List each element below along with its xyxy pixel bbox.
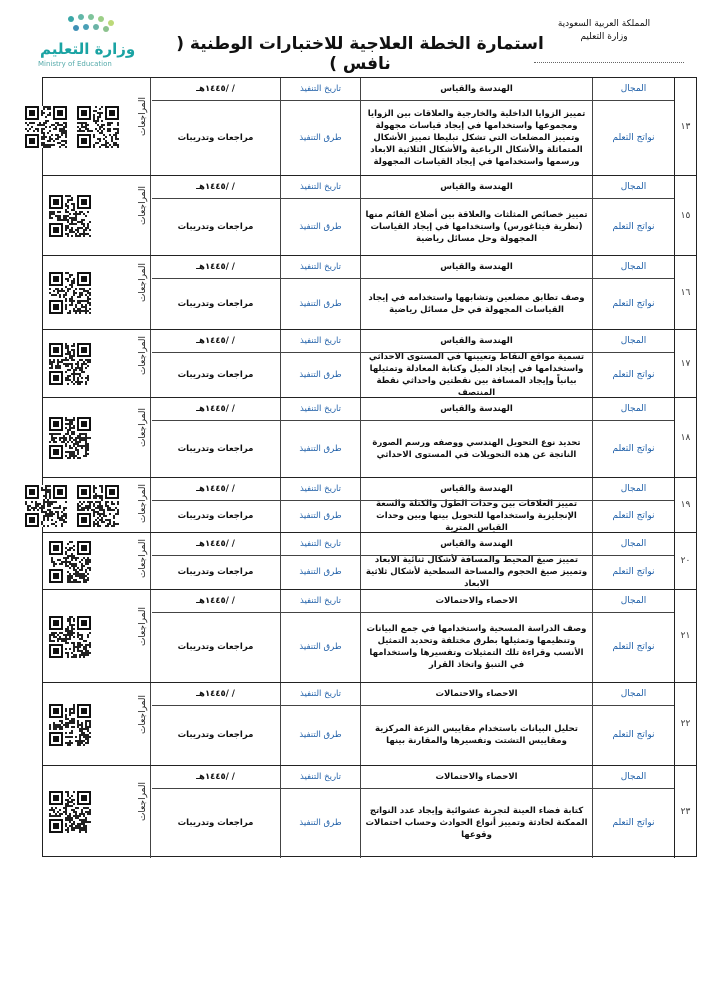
- exec-method-label: طرق التنفيذ: [280, 612, 360, 682]
- outcomes-label: نواتج التعلم: [592, 705, 674, 765]
- references-label: المراجعات: [138, 97, 148, 137]
- domain-label: المجال: [592, 766, 674, 788]
- outcome-text: تمييز خصائص المثلثات والعلاقة بين أضلاع القائم منها (نظرية فيثاغورس) واستخدامها في إيجاد القياسات المجهولة وحل مسائل رياضية: [360, 198, 592, 255]
- exec-date-label: تاريخ التنفيذ: [280, 478, 360, 500]
- row-number: ٢٣: [674, 766, 696, 858]
- exec-method-label: طرق التنفيذ: [280, 198, 360, 255]
- page-title: استمارة الخطة العلاجية للاختبارات الوطنية ( نافس ): [176, 34, 544, 74]
- table-row: [43, 176, 696, 256]
- exec-method-value: مراجعات وتدريبات: [150, 788, 280, 858]
- exec-method-value: مراجعات وتدريبات: [150, 555, 280, 589]
- exec-method-value: مراجعات وتدريبات: [150, 612, 280, 682]
- qr-code-icon[interactable]: [25, 106, 67, 148]
- exec-method-label: طرق التنفيذ: [280, 788, 360, 858]
- outcomes-label: نواتج التعلم: [592, 100, 674, 175]
- domain-label: المجال: [592, 478, 674, 500]
- table-row: [43, 683, 696, 766]
- exec-date-label: تاريخ التنفيذ: [280, 78, 360, 100]
- domain-label: المجال: [592, 330, 674, 352]
- domain-value: الهندسة والقياس: [360, 398, 592, 420]
- kingdom-name: المملكة العربية السعودية: [557, 19, 651, 29]
- outcome-text: تحديد نوع التحويل الهندسي ووصفه ورسم الصورة الناتجة عن هذه التحويلات في المستوى الاحداثي: [360, 420, 592, 477]
- exec-date-value: / /١٤٤٥هـ: [150, 176, 280, 198]
- exec-date-label: تاريخ التنفيذ: [280, 256, 360, 278]
- exec-method-label: طرق التنفيذ: [280, 352, 360, 397]
- references-cell: [43, 478, 152, 532]
- table-row: [43, 533, 696, 590]
- exec-date-value: / /١٤٤٥هـ: [150, 766, 280, 788]
- domain-value: الهندسة والقياس: [360, 256, 592, 278]
- exec-date-value: / /١٤٤٥هـ: [150, 590, 280, 612]
- domain-value: الاحصاء والاحتمالات: [360, 766, 592, 788]
- exec-method-value: مراجعات وتدريبات: [150, 420, 280, 477]
- domain-label: المجال: [592, 533, 674, 555]
- logo-text-ar: وزارة التعليم: [40, 40, 136, 58]
- outcomes-label: نواتج التعلم: [592, 788, 674, 858]
- references-cell: [43, 78, 152, 175]
- table-row: [43, 478, 696, 533]
- domain-label: المجال: [592, 78, 674, 100]
- outcome-text: تمييز الزوايا الداخلية والخارجية والعلاقات بين الزوايا ومجموعها واستخدامها في إيجاد قياسات مجهولة وتمييز المضلعات التي تشكل تبليطا تمييز الأشكال المتماثلة والأشكال الرباعية والأشكال الثلاثية الابعاد ورسمها واستخدامها في إيجاد القياسات المجهولة: [360, 100, 592, 175]
- table-row: [43, 330, 696, 398]
- table-row: [43, 78, 696, 176]
- logo-text-en: Ministry of Education: [38, 60, 112, 68]
- qr-code-icon[interactable]: [77, 106, 119, 148]
- domain-label: المجال: [592, 590, 674, 612]
- outcomes-label: نواتج التعلم: [592, 500, 674, 532]
- exec-date-value: / /١٤٤٥هـ: [150, 398, 280, 420]
- references-cell: [43, 683, 152, 765]
- qr-code-icon[interactable]: [49, 417, 91, 459]
- references-cell: [43, 766, 152, 858]
- outcomes-label: نواتج التعلم: [592, 352, 674, 397]
- references-label: المراجعات: [138, 606, 148, 646]
- exec-date-value: / /١٤٤٥هـ: [150, 256, 280, 278]
- domain-value: الهندسة والقياس: [360, 533, 592, 555]
- exec-date-label: تاريخ التنفيذ: [280, 590, 360, 612]
- references-cell: [43, 398, 152, 477]
- outcome-text: وصف تطابق مضلعين وتشابهها واستخدامه في إيجاد القياسات المجهولة في حل مسائل رياضية: [360, 278, 592, 329]
- row-divider: [152, 420, 674, 421]
- ministry-logo: [28, 10, 138, 70]
- outcomes-label: نواتج التعلم: [592, 420, 674, 477]
- exec-method-label: طرق التنفيذ: [280, 705, 360, 765]
- exec-method-label: طرق التنفيذ: [280, 420, 360, 477]
- table-row: [43, 766, 696, 858]
- domain-value: الاحصاء والاحتمالات: [360, 683, 592, 705]
- table-row: [43, 398, 696, 478]
- domain-label: المجال: [592, 398, 674, 420]
- row-number: ١٧: [674, 330, 696, 397]
- qr-code-icon[interactable]: [49, 343, 91, 385]
- references-label: المراجعات: [138, 484, 148, 524]
- row-number: ١٦: [674, 256, 696, 329]
- references-cell: [43, 330, 152, 397]
- row-number: ١٥: [674, 176, 696, 255]
- remedial-plan-table: [42, 77, 697, 857]
- qr-code-icon[interactable]: [49, 541, 91, 583]
- qr-code-icon[interactable]: [49, 791, 91, 833]
- references-label: المراجعات: [138, 782, 148, 822]
- exec-date-value: / /١٤٤٥هـ: [150, 533, 280, 555]
- row-divider: [152, 705, 674, 706]
- exec-date-label: تاريخ التنفيذ: [280, 766, 360, 788]
- exec-date-value: / /١٤٤٥هـ: [150, 478, 280, 500]
- exec-date-value: / /١٤٤٥هـ: [150, 330, 280, 352]
- qr-code-icon[interactable]: [49, 195, 91, 237]
- outcomes-label: نواتج التعلم: [592, 198, 674, 255]
- exec-method-label: طرق التنفيذ: [280, 100, 360, 175]
- domain-value: الهندسة والقياس: [360, 330, 592, 352]
- exec-date-label: تاريخ التنفيذ: [280, 398, 360, 420]
- row-divider: [152, 788, 674, 789]
- domain-label: المجال: [592, 176, 674, 198]
- domain-value: الهندسة والقياس: [360, 78, 592, 100]
- references-label: المراجعات: [138, 186, 148, 226]
- table-row: [43, 590, 696, 683]
- qr-code-icon[interactable]: [49, 272, 91, 314]
- references-cell: [43, 256, 152, 329]
- exec-method-label: طرق التنفيذ: [280, 500, 360, 532]
- ministry-name: وزارة التعليم: [580, 32, 628, 42]
- outcome-text: تمييز العلاقات بين وحدات الطول والكتلة والسعة الإنجليزية واستخدامها للتحويل بينها وبين وحدات القياس المترية: [360, 500, 592, 532]
- exec-method-value: مراجعات وتدريبات: [150, 100, 280, 175]
- exec-method-label: طرق التنفيذ: [280, 278, 360, 329]
- references-label: المراجعات: [138, 694, 148, 734]
- exec-method-value: مراجعات وتدريبات: [150, 198, 280, 255]
- outcomes-label: نواتج التعلم: [592, 555, 674, 589]
- row-divider: [152, 500, 674, 501]
- references-cell: [43, 176, 152, 255]
- exec-date-label: تاريخ التنفيذ: [280, 533, 360, 555]
- outcomes-label: نواتج التعلم: [592, 278, 674, 329]
- row-number: ١٩: [674, 478, 696, 532]
- domain-value: الاحصاء والاحتمالات: [360, 590, 592, 612]
- references-cell: [43, 590, 152, 682]
- exec-date-label: تاريخ التنفيذ: [280, 176, 360, 198]
- domain-label: المجال: [592, 683, 674, 705]
- qr-code-icon[interactable]: [25, 485, 67, 527]
- exec-date-value: / /١٤٤٥هـ: [150, 683, 280, 705]
- row-divider: [152, 100, 674, 101]
- outcomes-label: نواتج التعلم: [592, 612, 674, 682]
- qr-code-icon[interactable]: [49, 704, 91, 746]
- domain-value: الهندسة والقياس: [360, 478, 592, 500]
- exec-method-value: مراجعات وتدريبات: [150, 500, 280, 532]
- outcome-text: تحليل البيانات باستخدام مقاييس النزعة المركزية ومقاييس التشتت وتفسيرها والمقارنة بينها: [360, 705, 592, 765]
- row-number: ١٣: [674, 78, 696, 175]
- row-number: ٢٢: [674, 683, 696, 765]
- row-divider: [152, 352, 674, 353]
- exec-method-value: مراجعات وتدريبات: [150, 705, 280, 765]
- references-label: المراجعات: [138, 408, 148, 448]
- exec-method-label: طرق التنفيذ: [280, 555, 360, 589]
- outcome-text: كتابة فضاء العينة لتجربة عشوائية وإيجاد عدد النواتج الممكنة لحادثة وتمييز أنواع الحوادث وحساب احتمالات وقوعها: [360, 788, 592, 858]
- outcome-text: وصف الدراسة المسحية واستخدامها في جمع البيانات وتنظيمها وتمثيلها بطرق مختلفة وتحديد التمثيل الأنسب وقراءة تلك التمثيلات وتفسيرها واستخدامها في التنبؤ واتخاذ القرار: [360, 612, 592, 682]
- references-label: المراجعات: [138, 336, 148, 376]
- exec-date-value: / /١٤٤٥هـ: [150, 78, 280, 100]
- outcome-text: تمييز صيغ المحيط والمسافة لأشكال ثنائية الابعاد وتمييز صيغ الحجوم والمساحة السطحية لأشكال ثلاثية الابعاد: [360, 555, 592, 589]
- domain-value: الهندسة والقياس: [360, 176, 592, 198]
- row-number: ٢١: [674, 590, 696, 682]
- references-cell: [43, 533, 152, 589]
- table-row: [43, 256, 696, 330]
- row-number: ٢٠: [674, 533, 696, 589]
- row-divider: [152, 198, 674, 199]
- references-label: المراجعات: [138, 539, 148, 579]
- row-divider: [152, 278, 674, 279]
- references-label: المراجعات: [138, 263, 148, 303]
- row-divider: [152, 612, 674, 613]
- outcome-text: تسمية مواقع النقاط وتعيينها في المستوى الاحداثي واستخدامها في إيجاد الميل وكتابة المعادلة وتمثيلها بيانياً وإيجاد المسافة بين نقطتين واحداثي نقطة المنتصف: [360, 352, 592, 397]
- qr-code-icon[interactable]: [49, 616, 91, 658]
- row-divider: [152, 555, 674, 556]
- domain-label: المجال: [592, 256, 674, 278]
- exec-date-label: تاريخ التنفيذ: [280, 683, 360, 705]
- row-number: ١٨: [674, 398, 696, 477]
- exec-date-label: تاريخ التنفيذ: [280, 330, 360, 352]
- exec-method-value: مراجعات وتدريبات: [150, 278, 280, 329]
- qr-code-icon[interactable]: [77, 485, 119, 527]
- exec-method-value: مراجعات وتدريبات: [150, 352, 280, 397]
